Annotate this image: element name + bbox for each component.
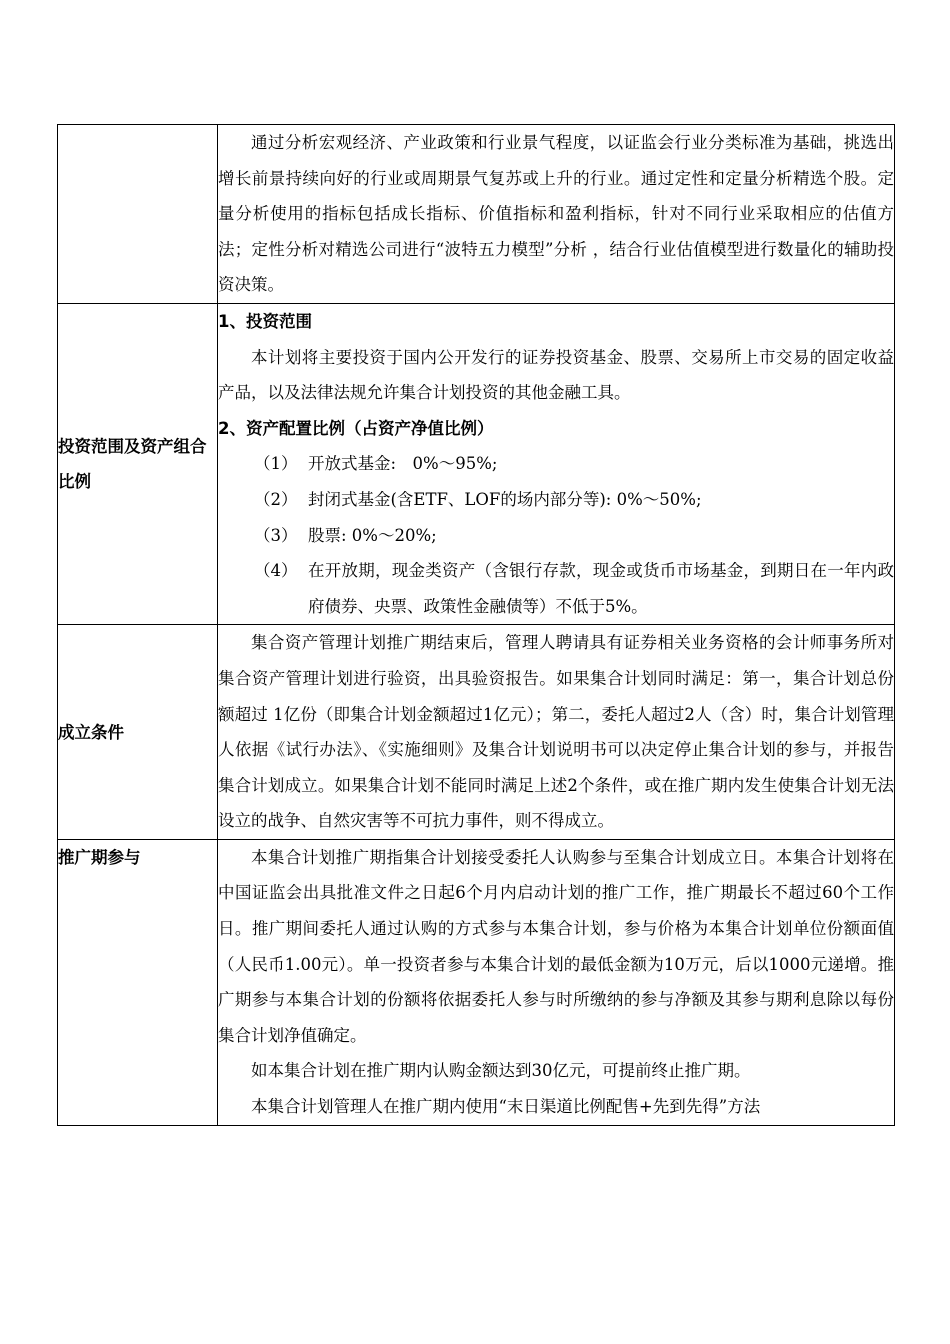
row-content-strategy	[218, 125, 895, 304]
plan-terms-table	[57, 124, 895, 1126]
item-number: （2）	[254, 489, 298, 509]
item-text: 股票: 0%～20%;	[308, 525, 437, 545]
item-text: 封闭式基金(含ETF、LOF的场内部分等): 0%～50%;	[308, 489, 702, 509]
promotion-paragraph-3: 本集合计划管理人在推广期内使用“末日渠道比例配售+先到先得”方法	[251, 1097, 761, 1117]
section-heading-scope: 1、投资范围	[218, 311, 312, 331]
row-content-establishment	[218, 625, 895, 840]
item-number: （1）	[254, 454, 298, 474]
item-text: 开放式基金: 0%～95%;	[308, 454, 498, 474]
establishment-paragraph: 集合资产管理计划推广期结束后，管理人聘请具有证券相关业务资格的会计师事务所对集合资产管理计划进行验资，出具验资报告。如果集合计划同时满足：第一，集合计划总份额超过 1亿份（即集合计划金额超过1亿元）；第二，委托人超过2人（含）时，集合计划管理人依据《试行办法》、《实施细则》及集合计划说明书可以决定停止集合计划的参与，并报告集合计划成立。如果集合计划不能同时满足上述2个条件，或在推广期内发生使集合计划无法设立的战争、自然灾害等不可抗力事件，则不得成立。	[218, 633, 894, 831]
row-label-promotion: 推广期参与	[58, 839, 218, 1125]
row-label-empty	[58, 125, 218, 304]
allocation-item-4	[218, 553, 894, 624]
row-label-establishment: 成立条件	[58, 625, 218, 840]
table-row-strategy	[58, 125, 895, 304]
section-heading-allocation: 2、资产配置比例（占资产净值比例）	[218, 418, 494, 438]
allocation-item-3	[218, 518, 894, 554]
row-content-promotion	[218, 839, 895, 1125]
item-number: （3）	[254, 525, 298, 545]
table-row-promotion	[58, 839, 895, 1125]
allocation-item-2	[218, 482, 894, 518]
table-row-establishment	[58, 625, 895, 840]
row-label-investment-scope: 投资范围及资产组合比例	[58, 303, 218, 624]
row-content-investment-scope	[218, 303, 895, 624]
promotion-paragraph-1: 本集合计划推广期指集合计划接受委托人认购参与至集合计划成立日。本集合计划将在中国证监会出具批准文件之日起6个月内启动计划的推广工作，推广期最长不超过60个工作日。推广期间委托人通过认购的方式参与本集合计划，参与价格为本集合计划单位份额面值（人民币1.00元）。单一投资者参与本集合计划的最低金额为10万元，后以1000元递增。推广期参与本集合计划的份额将依据委托人参与时所缴纳的参与净额及其参与期利息除以每份集合计划净值确定。	[218, 847, 894, 1045]
scope-paragraph: 本计划将主要投资于国内公开发行的证券投资基金、股票、交易所上市交易的固定收益产品，以及法律法规允许集合计划投资的其他金融工具。	[218, 347, 894, 403]
item-text: 在开放期，现金类资产（含银行存款，现金或货币市场基金，到期日在一年内政府债券、央票、政策性金融债等）不低于5%。	[308, 561, 894, 616]
promotion-paragraph-2: 如本集合计划在推广期内认购金额达到30亿元，可提前终止推广期。	[251, 1061, 751, 1081]
allocation-item-1	[218, 446, 894, 482]
strategy-paragraph: 通过分析宏观经济、产业政策和行业景气程度，以证监会行业分类标准为基础，挑选出增长前景持续向好的行业或周期景气复苏或上升的行业。通过定性和定量分析精选个股。定量分析使用的指标包括成长指标、价值指标和盈利指标，针对不同行业采取相应的估值方法；定性分析对精选公司进行“波特五力模型”分析 ，结合行业估值模型进行数量化的辅助投资决策。	[218, 133, 894, 295]
item-number: （4）	[254, 561, 298, 581]
table-row-investment-scope	[58, 303, 895, 624]
